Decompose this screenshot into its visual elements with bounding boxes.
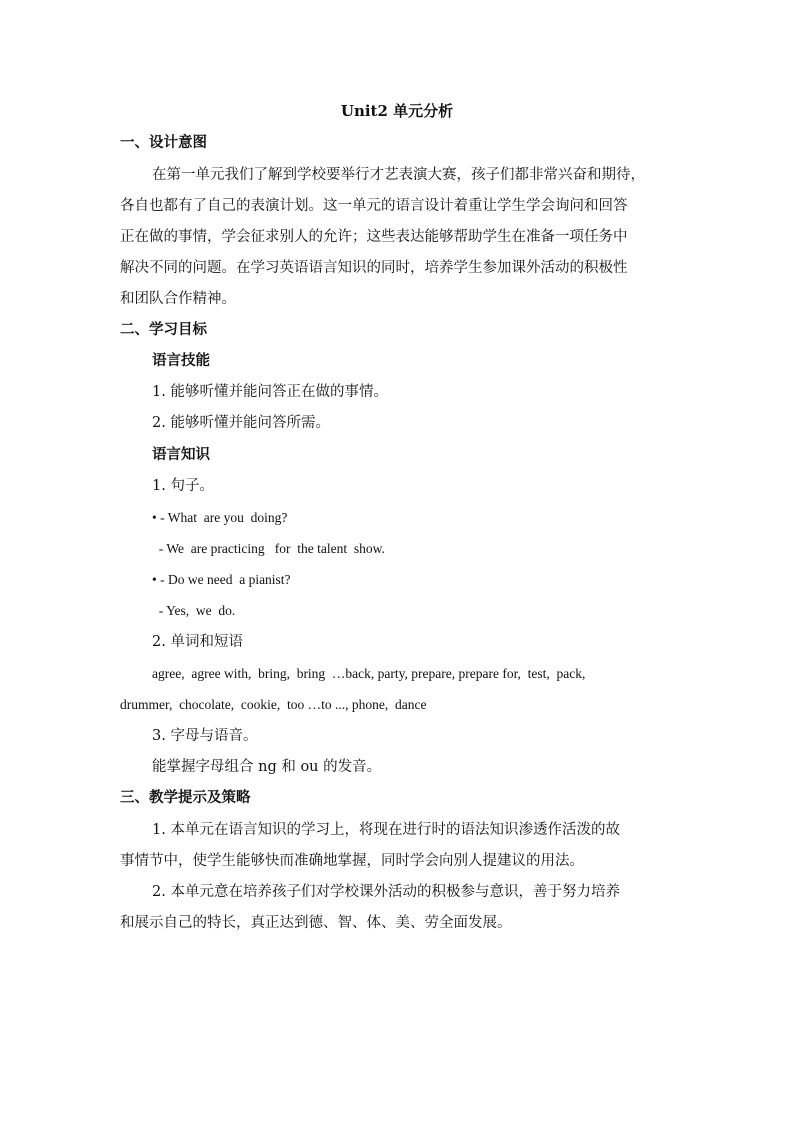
- section-heading-design-intent: 一、设计意图: [120, 134, 207, 151]
- list-item: 1. 句子。: [152, 478, 214, 494]
- subheading-language-knowledge: 语言知识: [152, 446, 210, 463]
- sentence-line: • - What are you doing?: [152, 510, 288, 525]
- paragraph-line: 和展示自己的特长，真正达到德、智、体、美、劳全面发展。: [120, 915, 512, 931]
- subheading-language-skills: 语言技能: [152, 352, 210, 369]
- paragraph-line: 2. 本单元意在培养孩子们对学校课外活动的积极参与意识，善于努力培养: [152, 884, 620, 900]
- paragraph-line: 正在做的事情，学会征求别人的允许；这些表达能够帮助学生在准备一项任务中: [120, 229, 628, 245]
- list-item: 2. 能够听懂并能问答所需。: [152, 415, 330, 431]
- paragraph-line: 解决不同的问题。在学习英语语言知识的同时，培养学生参加课外活动的积极性: [120, 260, 628, 276]
- list-item: 2. 单词和短语: [152, 634, 243, 650]
- list-item: 1. 能够听懂并能问答正在做的事情。: [152, 384, 388, 400]
- document-title: Unit2 单元分析: [340, 102, 454, 120]
- word-list-line: agree, agree with, bring, bring …back, party, prepare, prepare for, test, pack,: [152, 666, 586, 681]
- sentence-line: - We are practicing for the talent show.: [152, 541, 385, 556]
- paragraph-line: 和团队合作精神。: [120, 291, 236, 307]
- list-item: 3. 字母与语音。: [152, 728, 258, 744]
- paragraph-line: 能掌握字母组合 ng 和 ou 的发音。: [152, 759, 382, 775]
- paragraph-line: 在第一单元我们了解到学校要举行才艺表演大赛，孩子们都非常兴奋和期待，: [152, 167, 645, 183]
- paragraph-line: 各自也都有了自己的表演计划。这一单元的语言设计着重让学生学会询问和回答: [120, 198, 628, 214]
- word-list-line: drummer, chocolate, cookie, too …to ..., phone, dance: [120, 697, 427, 712]
- paragraph-line: 事情节中，使学生能够快而准确地掌握，同时学会向别人提建议的用法。: [120, 853, 584, 869]
- sentence-line: • - Do we need a pianist?: [152, 572, 291, 587]
- section-heading-learning-goals: 二、学习目标: [120, 321, 207, 338]
- sentence-line: - Yes, we do.: [152, 603, 236, 618]
- paragraph-line: 1. 本单元在语言知识的学习上，将现在进行时的语法知识渗透作活泼的故: [152, 822, 620, 838]
- section-heading-teaching-strategies: 三、教学提示及策略: [120, 789, 251, 806]
